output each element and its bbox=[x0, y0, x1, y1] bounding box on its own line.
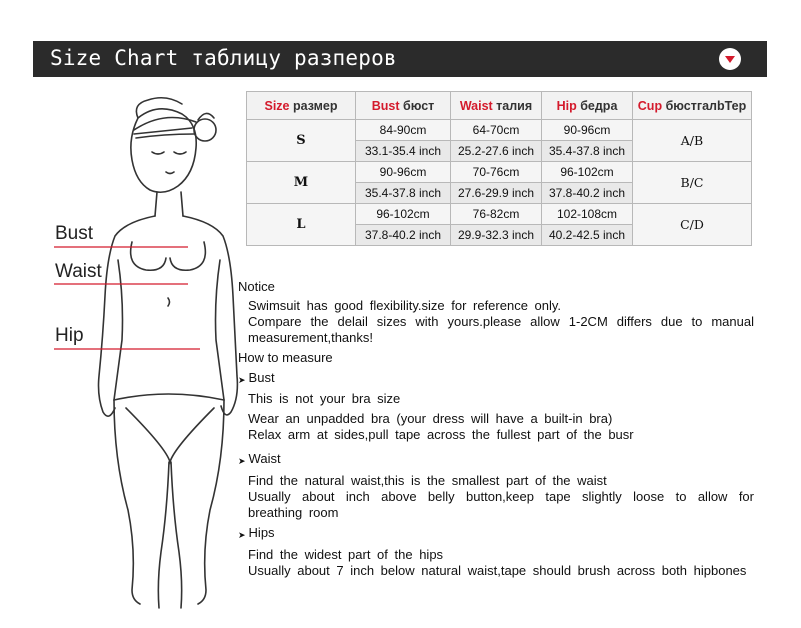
section-heading-hips: ➤ Hips bbox=[238, 525, 754, 543]
chevron-down-icon[interactable] bbox=[719, 48, 741, 70]
waist-inch-cell: 25.2-27.6 inch bbox=[451, 141, 542, 162]
hip-label: Hip bbox=[55, 325, 84, 346]
section-heading-bust: ➤ Bust bbox=[238, 370, 754, 388]
waist-inch-cell: 27.6-29.9 inch bbox=[451, 183, 542, 204]
section-heading-waist: ➤ Waist bbox=[238, 451, 754, 469]
bust-inch-cell: 35.4-37.8 inch bbox=[356, 183, 451, 204]
header-waist: Waist талия bbox=[451, 92, 542, 120]
instruction-line: Relax arm at sides,pull tape across the fullest part of the busr bbox=[248, 427, 634, 442]
arrow-icon: ➤ bbox=[238, 530, 246, 540]
arrow-icon: ➤ bbox=[238, 375, 246, 385]
size-cell: S bbox=[247, 120, 356, 162]
table-row bbox=[247, 204, 752, 225]
hip-cm-cell: 96-102cm bbox=[542, 162, 633, 183]
notice-title: Notice bbox=[238, 279, 275, 294]
table-header-row bbox=[247, 92, 752, 120]
notice-line: Compare the delail sizes with yours.please allow 1-2CM differs due to manual measurement,thanks! bbox=[248, 314, 754, 345]
bust-cm-cell: 96-102cm bbox=[356, 204, 451, 225]
notice-line: Swimsuit has good flexibility.size for reference only. bbox=[248, 298, 562, 313]
size-chart-table bbox=[246, 91, 752, 246]
cup-cell: A/B bbox=[633, 120, 752, 162]
hip-inch-cell: 40.2-42.5 inch bbox=[542, 225, 633, 246]
waist-label: Waist bbox=[55, 261, 102, 282]
arrow-icon: ➤ bbox=[238, 456, 246, 466]
instruction-line: This is not your bra size bbox=[248, 391, 401, 406]
how-to-measure-title: How to measure bbox=[238, 350, 333, 365]
bust-inch-cell: 33.1-35.4 inch bbox=[356, 141, 451, 162]
cup-cell: B/C bbox=[633, 162, 752, 204]
waist-cm-cell: 70-76cm bbox=[451, 162, 542, 183]
instruction-line: Usually about inch above belly button,keep tape slightly loose to allow for breathing room bbox=[248, 489, 754, 520]
instruction-line: Wear an unpadded bra (your dress will have a built-in bra) bbox=[248, 411, 613, 426]
bust-inch-cell: 37.8-40.2 inch bbox=[356, 225, 451, 246]
instruction-line: Find the widest part of the hips bbox=[248, 547, 444, 562]
size-cell: L bbox=[247, 204, 356, 246]
title-banner bbox=[33, 41, 767, 77]
hip-inch-cell: 35.4-37.8 inch bbox=[542, 141, 633, 162]
hip-inch-cell: 37.8-40.2 inch bbox=[542, 183, 633, 204]
bust-cm-cell: 84-90cm bbox=[356, 120, 451, 141]
instruction-line: Usually about 7 inch below natural waist,tape should brush across both hipbones bbox=[248, 563, 747, 578]
waist-cm-cell: 64-70cm bbox=[451, 120, 542, 141]
hip-cm-cell: 90-96cm bbox=[542, 120, 633, 141]
table-row bbox=[247, 120, 752, 141]
header-bust: Bust бюст bbox=[356, 92, 451, 120]
table-row bbox=[247, 162, 752, 183]
instruction-line: Find the natural waist,this is the smallest part of the waist bbox=[248, 473, 607, 488]
header-hip: Hip бедра bbox=[542, 92, 633, 120]
size-cell: M bbox=[247, 162, 356, 204]
bust-label: Bust bbox=[55, 223, 94, 244]
waist-cm-cell: 76-82cm bbox=[451, 204, 542, 225]
header-size: Size размер bbox=[247, 92, 356, 120]
body-figure-illustration bbox=[40, 90, 240, 620]
cup-cell: C/D bbox=[633, 204, 752, 246]
hip-cm-cell: 102-108cm bbox=[542, 204, 633, 225]
header-cup: Cup бюстгалbТер bbox=[633, 92, 752, 120]
page-title: Size Chart таблицу разперов bbox=[50, 46, 397, 70]
waist-inch-cell: 29.9-32.3 inch bbox=[451, 225, 542, 246]
notes-section bbox=[238, 279, 754, 579]
bust-cm-cell: 90-96cm bbox=[356, 162, 451, 183]
